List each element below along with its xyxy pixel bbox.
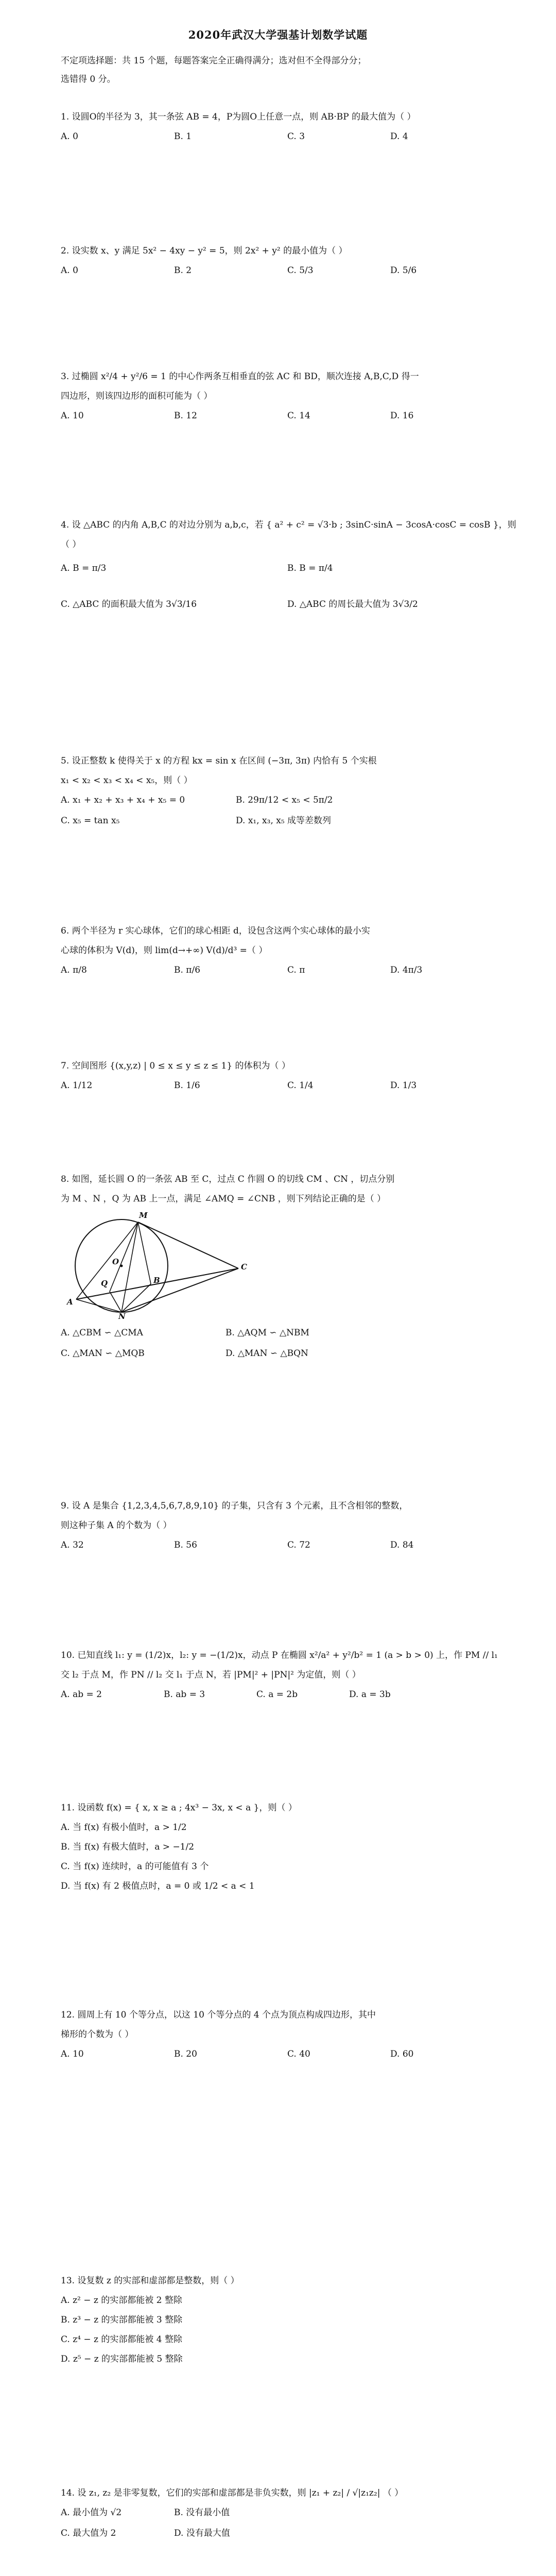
question-stem-line-2: 则这种子集 A 的个数为（ ） (61, 1520, 172, 1531)
options-row-1 (61, 1323, 524, 1344)
option-d: D. x₁, x₃, x₅ 成等差数列 (236, 816, 332, 826)
tangent-cn (121, 1268, 238, 1312)
question-stem: 13. 设复数 z 的实部和虚部都是整数，则（ ） (61, 2276, 239, 2286)
label-c: C (241, 1262, 247, 1272)
option-d: D. 4π/3 (390, 965, 423, 975)
question-stem-line-2: 梯形的个数为（ ） (61, 2029, 134, 2040)
instructions-line-1: 不定项选择题：共 15 个题，每题答案完全正确得满分；选对但不全得部分分； (61, 56, 367, 66)
option-c: C. a = 2b (256, 1689, 298, 1700)
question-11 (61, 1798, 524, 1896)
option-d: D. 没有最大值 (174, 2528, 230, 2538)
option-b: B. 12 (174, 411, 197, 421)
option-a: A. △CBM ∽ △CMA (61, 1328, 143, 1338)
option-d: D. 1/3 (390, 1080, 417, 1091)
label-a: A (67, 1297, 73, 1307)
options-row-1 (61, 790, 524, 811)
option-b: B. 1/6 (174, 1080, 200, 1091)
option-d: D. △MAN ∽ △BQN (225, 1348, 308, 1359)
option-b: B. B = π/4 (287, 563, 333, 573)
question-stem: 6. 两个半径为 r 实心球体，它们的球心相距 d，设包含这两个实心球体的最小实 (61, 926, 370, 936)
option-c: C. x₅ = tan x₅ (61, 816, 120, 826)
option-b: B. z³ − z 的实部都能被 3 整除 (61, 2315, 183, 2325)
option-d: D. 60 (390, 2049, 414, 2059)
option-a: A. z² − z 的实部都能被 2 整除 (61, 2295, 182, 2306)
option-c: C. 40 (287, 2049, 310, 2059)
question-4 (61, 515, 524, 615)
question-stem: 14. 设 z₁, z₂ 是非零复数，它们的实部和虚部都是非负实数，则 |z₁ + z₂| / √|z₁z₂| （ ） (61, 2488, 404, 2498)
question-stem: 1. 设圆O的半径为 3，其一条弦 AB = 4，P为圆O上任意一点，则 AB·BP 的最大值为（ ） (61, 112, 416, 122)
question-stem: 9. 设 A 是集合 {1,2,3,4,5,6,7,8,9,10} 的子集，只含有 3 个元素，且不含相邻的整数， (61, 1501, 408, 1511)
options-row (61, 261, 524, 281)
question-3 (61, 367, 524, 427)
option-d: D. a = 3b (349, 1689, 391, 1700)
segment-mb (138, 1222, 151, 1284)
option-b: B. 56 (174, 1540, 197, 1550)
question-1 (61, 107, 524, 147)
option-d: D. 84 (390, 1540, 414, 1550)
options-row-2 (61, 595, 524, 615)
instructions-line-2: 选错得 0 分。 (61, 74, 116, 84)
question-stem: 10. 已知直线 l₁: y = (1/2)x，l₂: y = −(1/2)x，动点 P 在椭圆 x²/a² + y²/b² = 1 (a > b > 0) 上，作 PM // l₁ (61, 1650, 498, 1660)
options-row-2 (61, 1344, 524, 1364)
question-stem: 3. 过椭圆 x²/4 + y²/6 = 1 的中心作两条互相垂直的弦 AC 和 BD，顺次连接 A,B,C,D 得一 (61, 371, 419, 382)
question-stem: 2. 设实数 x、y 满足 5x² − 4xy − y² = 5，则 2x² + y² 的最小值为（ ） (61, 246, 348, 256)
label-b: B (153, 1276, 160, 1285)
option-a: A. 10 (61, 411, 84, 421)
option-a: A. 10 (61, 2049, 84, 2059)
option-b: B. 没有最小值 (174, 2507, 230, 2518)
label-n: N (118, 1312, 126, 1321)
question-stem-line-2: x₁ < x₂ < x₃ < x₄ < x₅，则（ ） (61, 775, 193, 786)
option-d: D. 当 f(x) 有 2 极值点时，a = 0 或 1/2 < a < 1 (61, 1881, 255, 1891)
page-title: 2020年武汉大学强基计划数学试题 (188, 28, 368, 41)
option-c: C. 当 f(x) 连续时，a 的可能值有 3 个 (61, 1861, 209, 1872)
options-row (61, 1685, 524, 1705)
options-row (61, 1535, 524, 1556)
option-a: A. π/8 (61, 965, 87, 975)
option-a: A. 最小值为 √2 (61, 2507, 122, 2518)
question-5 (61, 751, 524, 832)
question-stem: 7. 空间图形 {(x,y,z) | 0 ≤ x ≤ y ≤ z ≤ 1} 的体积为（ ） (61, 1061, 290, 1071)
question-14 (61, 2483, 524, 2544)
question-stem-line-2: 心球的体积为 V(d)，则 lim(d→+∞) V(d)/d³ =（ ） (61, 945, 268, 956)
label-o: O (112, 1257, 119, 1266)
options-row-2 (61, 811, 524, 832)
geometry-figure (61, 1212, 287, 1320)
question-6 (61, 921, 524, 981)
options-row (61, 1076, 524, 1096)
option-b: B. △AQM ∽ △NBM (225, 1328, 309, 1338)
circle-tangent-diagram (61, 1212, 287, 1320)
options-column (61, 1818, 524, 1896)
option-d: D. △ABC 的周长最大值为 3√3/2 (287, 599, 418, 609)
option-a: A. 0 (61, 131, 78, 142)
option-a: A. x₁ + x₂ + x₃ + x₄ + x₅ = 0 (61, 795, 185, 805)
option-b: B. π/6 (174, 965, 201, 975)
question-stem: 11. 设函数 f(x) = { x, x ≥ a ; 4x³ − 3x, x < a }，则（ ） (61, 1803, 297, 1813)
option-c: C. 3 (287, 131, 305, 142)
option-c: C. z⁴ − z 的实部都能被 4 整除 (61, 2334, 183, 2345)
option-a: A. 0 (61, 265, 78, 276)
question-stem-line-2: 四边形，则该四边形的面积可能为（ ） (61, 391, 213, 401)
question-stem: 12. 圆周上有 10 个等分点，以这 10 个等分点的 4 个点为顶点构成四边形，其中 (61, 2010, 376, 2020)
question-7 (61, 1056, 524, 1096)
question-8 (61, 1170, 524, 1364)
option-d: D. z⁵ − z 的实部都能被 5 整除 (61, 2354, 183, 2364)
option-a: A. ab = 2 (61, 1689, 102, 1700)
instructions (61, 52, 514, 89)
option-a: A. 1/12 (61, 1080, 93, 1091)
question-stem: 5. 设正整数 k 使得关于 x 的方程 kx = sin x 在区间 (−3π, 3π) 内恰有 5 个实根 (61, 756, 377, 766)
option-a: A. 当 f(x) 有极小值时，a > 1/2 (61, 1822, 187, 1833)
option-c: C. 1/4 (287, 1080, 314, 1091)
option-b: B. 1 (174, 131, 192, 142)
options-row (61, 960, 524, 981)
options-row (61, 406, 524, 427)
center-point (120, 1265, 123, 1267)
question-9 (61, 1496, 524, 1556)
options-row-1 (61, 558, 524, 579)
question-stem-line-2: 为 M 、N ，Q 为 AB 上一点，满足 ∠AMQ = ∠CNB ，则下列结论正确的是（ ） (61, 1194, 386, 1204)
question-12 (61, 2005, 524, 2065)
options-row-1 (61, 2503, 524, 2523)
question-stem: 8. 如图，延长圆 O 的一条弦 AB 至 C，过点 C 作圆 O 的切线 CM 、CN ，切点分别 (61, 1174, 395, 1184)
question-2 (61, 241, 524, 281)
question-13 (61, 2271, 524, 2369)
option-b: B. 2 (174, 265, 192, 276)
option-c: C. 最大值为 2 (61, 2528, 116, 2538)
label-m: M (139, 1211, 148, 1220)
segment-an (76, 1299, 121, 1312)
option-b: B. 20 (174, 2049, 197, 2059)
options-column (61, 2291, 524, 2369)
option-c: C. π (287, 965, 305, 975)
question-stem-line-2: 交 l₂ 于点 M，作 PN // l₂ 交 l₁ 于点 N，若 |PM|² + |PN|² 为定值，则（ ） (61, 1670, 361, 1680)
option-b: B. ab = 3 (164, 1689, 205, 1700)
option-d: D. 5/6 (390, 265, 417, 276)
option-c: C. △MAN ∽ △MQB (61, 1348, 145, 1359)
question-10 (61, 1646, 524, 1705)
option-a: A. 32 (61, 1540, 84, 1550)
options-row (61, 2044, 524, 2065)
option-c: C. △ABC 的面积最大值为 3√3/16 (61, 599, 197, 609)
option-d: D. 16 (390, 411, 414, 421)
option-a: A. B = π/3 (61, 563, 107, 573)
option-b: B. 当 f(x) 有极大值时，a > −1/2 (61, 1842, 195, 1852)
option-d: D. 4 (390, 131, 408, 142)
tangent-cm (138, 1222, 238, 1268)
options-row (61, 127, 524, 147)
option-c: C. 14 (287, 411, 310, 421)
options-row-2 (61, 2523, 524, 2544)
option-c: C. 5/3 (287, 265, 314, 276)
label-q: Q (101, 1279, 108, 1288)
question-stem: 4. 设 △ABC 的内角 A,B,C 的对边分别为 a,b,c，若 { a² + c² = √3·b ; 3sinC·sinA − 3cosA·cosC = cosB }，则（ ） (61, 520, 516, 550)
option-c: C. 72 (287, 1540, 310, 1550)
option-b: B. 29π/12 < x₅ < 5π/2 (236, 795, 333, 805)
